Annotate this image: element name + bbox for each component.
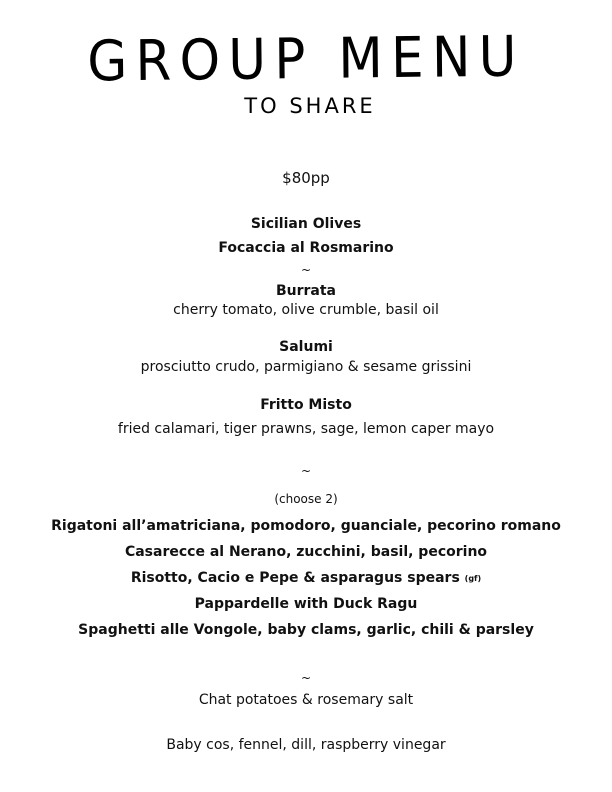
starter-fritto-desc: fried calamari, tiger prawns, sage, lemon caper mayo	[117, 421, 495, 437]
pasta-rigatoni: Rigatoni all’amatriciana, pomodoro, guanciale, pecorino romano	[51, 518, 561, 534]
choose-note: (choose 2)	[274, 492, 338, 506]
menu-subtitle: TO SHARE	[244, 94, 376, 118]
starter-burrata-name: Burrata	[275, 283, 337, 299]
pasta-risotto-label: Risotto, Cacio e Pepe & asparagus spears	[130, 570, 460, 586]
pasta-risotto	[0, 570, 612, 586]
starter-salumi-desc: prosciutto crudo, parmigiano & sesame grissini	[140, 359, 472, 375]
pasta-casarecce: Casarecce al Nerano, zucchini, basil, pecorino	[124, 544, 488, 560]
pasta-pappardelle: Pappardelle with Duck Ragu	[194, 596, 418, 612]
starter-olives: Sicilian Olives	[250, 216, 362, 232]
starter-salumi-name: Salumi	[279, 339, 333, 355]
separator-tilde: ~	[300, 671, 312, 685]
menu-title: GROUP MENU	[86, 24, 526, 95]
starter-fritto-name: Fritto Misto	[260, 397, 352, 413]
starter-focaccia: Focaccia al Rosmarino	[218, 240, 394, 256]
price-per-person: $80pp	[282, 169, 330, 187]
starter-burrata-desc: cherry tomato, olive crumble, basil oil	[173, 302, 439, 318]
side-potatoes: Chat potatoes & rosemary salt	[198, 692, 414, 708]
side-salad: Baby cos, fennel, dill, raspberry vinegar	[166, 737, 446, 753]
gluten-free-tag: (gf)	[464, 574, 482, 583]
separator-tilde: ~	[300, 464, 312, 478]
separator-tilde: ~	[300, 263, 312, 277]
pasta-spaghetti: Spaghetti alle Vongole, baby clams, garlic, chili & parsley	[78, 622, 534, 638]
